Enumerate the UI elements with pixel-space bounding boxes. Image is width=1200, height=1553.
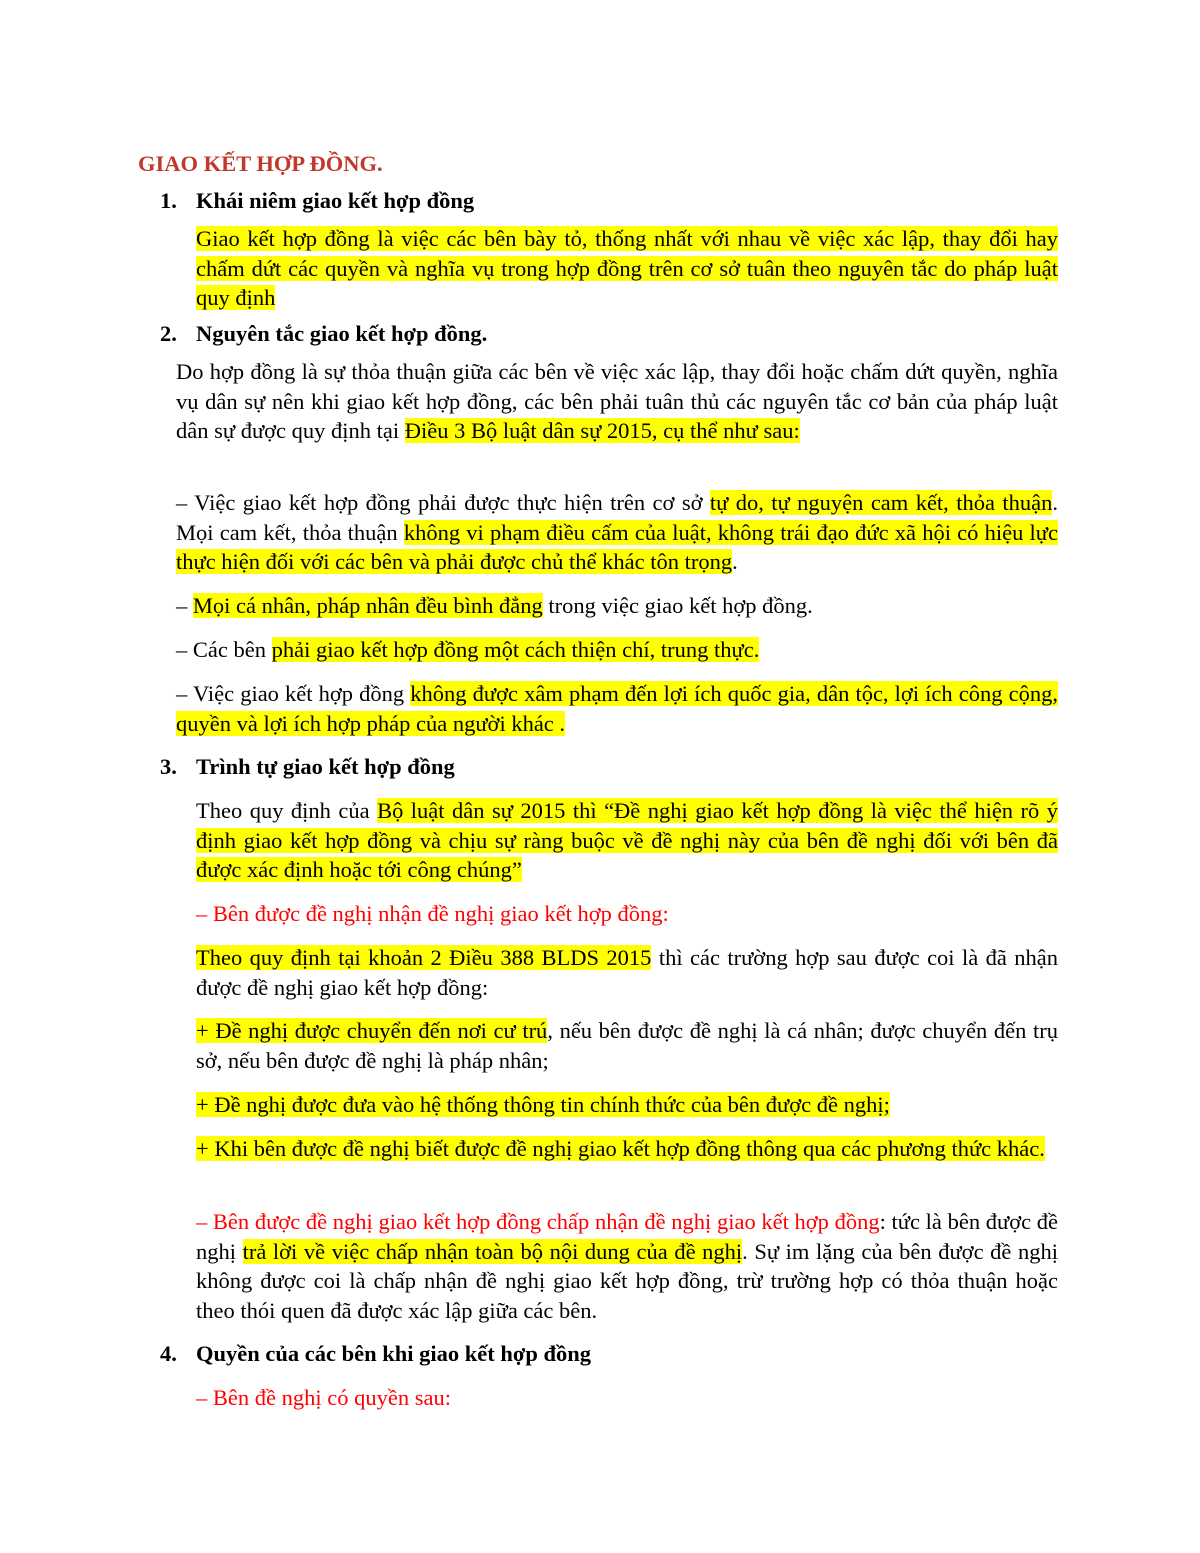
highlighted-text: Theo quy định tại khoản 2 Điều 388 BLDS 2015 [196,945,652,970]
highlighted-text: Điều 3 Bộ luật dân sự 2015, cụ thể như sau: [404,418,800,443]
section-number: 1. [160,188,177,213]
section-number: 3. [160,754,177,779]
section-title: Trình tự giao kết hợp đồng [196,754,455,779]
text-run: thì các trường hợp sau được coi là đã nhận được đề nghị giao kết hợp đồng: [196,945,1059,1000]
section-3-paragraph-7 [196,1207,1058,1325]
section-title: Khái niêm giao kết hợp đồng [196,188,475,213]
highlighted-text: tự do, tự nguyện cam kết, thỏa thuận [709,490,1053,515]
highlighted-text: + Đề nghị được đưa vào hệ thống thông tin chính thức của bên được đề nghị; [196,1092,890,1117]
highlighted-text: phải giao kết hợp đồng một cách thiện chí, trung thực. [271,637,760,662]
section-1-heading [160,186,1200,216]
document-title: GIAO KẾT HỢP ĐỒNG. [138,151,383,176]
red-text: – Bên được đề nghị nhận đề nghị giao kết hợp đồng: [196,901,669,926]
section-2-paragraph-5 [176,679,1058,738]
section-number: 4. [160,1341,177,1366]
highlighted-text: trả lời về việc chấp nhận toàn bộ nội dung của đề nghị [242,1238,743,1264]
text-run: : tức là bên được đề nghị [196,1209,1058,1264]
text-run: . Mọi cam kết, thỏa thuận [176,490,1058,545]
text-run: trong việc giao kết hợp đồng. [542,593,813,618]
section-3-paragraph-2 [196,899,1058,929]
section-2-paragraph-4 [176,635,1058,665]
section-3-paragraph-3 [196,943,1058,1002]
section-3-paragraph-4 [196,1016,1058,1075]
highlighted-text: Giao kết hợp đồng là việc các bên bày tỏ, thống nhất với nhau về việc xác lập, thay đổi hay chấm dứt các quyền và nghĩa vụ trong hợp đồng trên cơ sở tuân theo nguyên tắc do pháp luật quy định [196,226,1058,310]
text-run: Theo quy định của [196,798,378,823]
section-4-heading [160,1339,1200,1369]
text-run: , nếu bên được đề nghị là cá nhân; được chuyển đến trụ sở, nếu bên được đề nghị là pháp nhân; [196,1018,1058,1073]
text-run: – Việc giao kết hợp đồng [176,681,411,706]
highlighted-text: không được xâm phạm đến lợi ích quốc gia, dân tộc, lợi ích công cộng, quyền và lợi ích hợp pháp của người khác . [176,681,1058,736]
text-run: – Việc giao kết hợp đồng phải được thực hiện trên cơ sở [176,490,710,515]
red-text: – Bên được đề nghị giao kết hợp đồng chấp nhận đề nghị giao kết hợp đồng [196,1209,880,1234]
section-3-paragraph-6 [196,1134,1058,1164]
section-title: Quyền của các bên khi giao kết hợp đồng [196,1341,592,1366]
section-4-paragraph-1 [196,1383,1058,1413]
highlighted-text: Mọi cá nhân, pháp nhân đều bình đẳng [192,593,543,618]
highlighted-text: Bộ luật dân sự 2015 thì “Đề nghị giao kết hợp đồng là việc thể hiện rõ ý định giao kết hợp đồng và chịu sự ràng buộc về đề nghị này của bên đề nghị đối với bên đã được xác định hoặc tới công chúng” [196,798,1058,882]
section-3-paragraph-1 [196,796,1058,885]
text-run: – Các bên [176,637,272,662]
highlighted-text: không vi phạm điều cấm của luật, không trái đạo đức xã hội có hiệu lực thực hiện đối với các bên và phải được chủ thể khác tôn trọng [176,519,1058,574]
section-title: Nguyên tắc giao kết hợp đồng. [196,321,488,346]
text-run: . Sự im lặng của bên được đề nghị không được coi là chấp nhận đề nghị giao kết hợp đồng, trừ trường hợp có thỏa thuận hoặc theo thói quen đã được xác lập giữa các bên. [196,1238,1058,1323]
section-2-paragraph-1 [176,357,1058,446]
text-run: Do hợp đồng là sự thỏa thuận giữa các bên về việc xác lập, thay đổi hoặc chấm dứt quyền, nghĩa vụ dân sự nên khi giao kết hợp đồng, các bên phải tuân thủ các nguyên tắc cơ bản của pháp luật dân sự được quy định tại [176,359,1058,443]
section-2-heading [160,319,1200,349]
section-3-paragraph-5 [196,1090,1058,1120]
text-run: . [732,549,738,574]
section-number: 2. [160,321,177,346]
section-2-paragraph-3 [176,591,1058,621]
section-2-paragraph-2 [176,488,1058,577]
section-3-heading [160,752,1200,782]
highlighted-text: + Đề nghị được chuyển đến nơi cư trú [196,1018,548,1043]
highlighted-text: + Khi bên được đề nghị biết được đề nghị giao kết hợp đồng thông qua các phương thức khác. [196,1136,1045,1161]
text-run: – [176,593,193,618]
red-text: – Bên đề nghị có quyền sau: [196,1385,451,1410]
section-1-paragraph-1 [196,224,1058,313]
